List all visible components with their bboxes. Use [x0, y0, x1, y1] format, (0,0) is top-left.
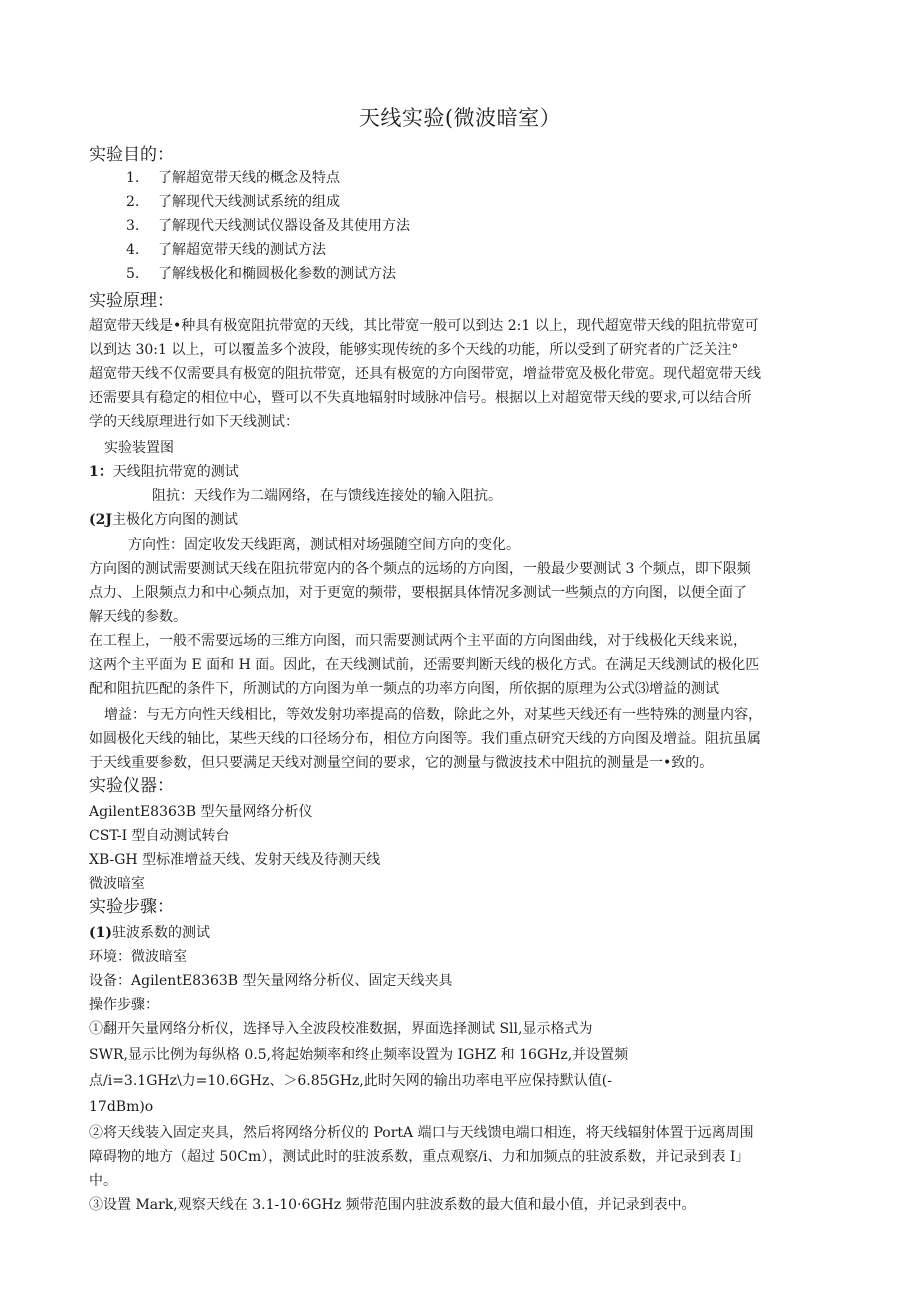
instrument-item: CST-I 型自动测试转台 — [89, 828, 230, 844]
paragraph-line: 增益：与无方向性天线相比，等效发射功率提高的倍数，除此之外，对某些天线还有一些特殊的测量内容， — [104, 707, 762, 723]
paragraph-line: 配和阻抗匹配的条件下，所测试的方向图为单一频点的功率方向图，所依据的原理为公式⑶增益的测试 — [89, 681, 719, 697]
paragraph-line: 方向图的测试需要测试天线在阻抗带宽内的各个频点的远场的方向图，一般最少要测试 3 个频点，即下限频 — [89, 561, 751, 577]
paragraph-line: 阻抗：天线作为二端网络，在与馈线连接处的输入阻抗。 — [152, 488, 502, 504]
section-title: 天线阻抗带宽的测试 — [112, 464, 239, 480]
list-item — [126, 190, 340, 214]
instrument-item: AgilentE8363B 型矢量网络分析仪 — [89, 804, 313, 820]
paragraph-line: 于天线重要参数，但只要满足天线对测量空间的要求，它的测量与微波技术中阻抗的测量是一•致的。 — [89, 755, 714, 771]
section-title: 主极化方向图的测试 — [112, 512, 238, 528]
list-number: 2. — [126, 194, 140, 210]
page-title: 天线实验(微波暗室） — [358, 106, 562, 130]
instrument-item: XB-GH 型标准增益天线、发射天线及待测天线 — [89, 852, 381, 868]
step-line: 障碍物的地方（超过 50Cm），测试此时的驻波系数，重点观察/i、力和加频点的驻波系数，并记录到表 I」 — [89, 1149, 750, 1165]
section-number: 1： — [89, 464, 113, 480]
paragraph-line: 在工程上，一般不需要远场的三维方向图，而只需要测试两个主平面的方向图曲线，对于线极化天线来说， — [89, 633, 747, 649]
principle-heading: 实验原理： — [89, 291, 174, 311]
list-text: 了解超宽带天线的概念及特点 — [158, 170, 340, 186]
section-heading — [89, 460, 239, 484]
paragraph-line: 解天线的参数。 — [89, 609, 187, 625]
section-number: (2J — [89, 512, 112, 528]
instruments-heading: 实验仪器： — [89, 776, 174, 796]
section-heading — [89, 921, 210, 945]
step-line: 中。 — [89, 1173, 117, 1189]
paragraph-line: 方向性：固定收发天线距离，测试相对场强随空间方向的变化。 — [128, 537, 520, 553]
paragraph-line: 点力、上限频点力和中心频点加，对于更宽的频带，要根据具体情况多测试一些频点的方向图，以便全面了 — [89, 585, 747, 601]
paragraph-line: 学的天线原理进行如下天线测试： — [89, 414, 299, 430]
list-number: 4. — [126, 242, 140, 258]
list-item — [126, 214, 410, 238]
list-item — [126, 238, 326, 262]
purpose-heading: 实验目的： — [89, 145, 174, 165]
paragraph-line: 如圆极化天线的轴比，某些天线的口径场分布，相位方向图等。我们重点研究天线的方向图及增益。阻抗虽属 — [89, 731, 761, 747]
step-line: ②将天线装入固定夹具，然后将网络分析仪的 PortA 端口与天线馈电端口相连，将天线辐射体置于远离周围 — [89, 1125, 754, 1141]
list-number: 5. — [126, 266, 140, 282]
paragraph-line: 这两个主平面为 E 面和 H 面。因此，在天线测试前，还需要判断天线的极化方式。在满足天线测试的极化匹 — [89, 657, 760, 673]
paragraph-line: 设备：AgilentE8363B 型矢量网络分析仪、固定天线夹具 — [89, 973, 453, 989]
paragraph-line: 以到达 30:1 以上，可以覆盖多个波段，能够实现传统的多个天线的功能，所以受到了研究者的广泛关注° — [89, 342, 739, 358]
section-number: (1) — [89, 925, 112, 941]
step-line: 点/i=3.1GHz\力=10.6GHz、＞6.85GHz,此时矢网的输出功率电平应保持默认值(- — [89, 1073, 612, 1089]
paragraph-line: 操作步骤： — [89, 997, 159, 1013]
paragraph-line: 超宽带天线不仅需要具有极宽的阻抗带宽，还具有极宽的方向图带宽，增益带宽及极化带宽。现代超宽带天线 — [89, 366, 761, 382]
paragraph-line: 环境：微波暗室 — [89, 949, 187, 965]
instrument-item: 微波暗室 — [89, 876, 145, 892]
list-item — [126, 166, 340, 190]
step-line: 17dBm)o — [89, 1099, 154, 1115]
list-text: 了解现代天线测试仪器设备及其使用方法 — [158, 218, 410, 234]
steps-heading: 实验步骤： — [89, 897, 174, 917]
step-line: ①翻开矢量网络分析仪，选择导入全波段校准数据，界面选择测试 Sll,显示格式为 — [89, 1021, 593, 1037]
section-heading — [89, 508, 238, 532]
paragraph-line: 超宽带天线是•种具有极宽阻抗带宽的天线，其比带宽一般可以到达 2:1 以上，现代超宽带天线的阻抗带宽可 — [89, 318, 759, 334]
step-line: SWR,显示比例为每纵格 0.5,将起始频率和终止频率设置为 IGHZ 和 16GHz,并设置频 — [89, 1047, 629, 1063]
list-text: 了解线极化和椭圆极化参数的测试方法 — [158, 266, 396, 282]
list-number: 3. — [126, 218, 140, 234]
section-title: 驻波系数的测试 — [112, 925, 210, 941]
step-line: ③设置 Mark,观察天线在 3.1-10·6GHz 频带范围内驻波系数的最大值和最小值，并记录到表中。 — [89, 1197, 696, 1213]
list-text: 了解超宽带天线的测试方法 — [158, 242, 326, 258]
list-item — [126, 262, 396, 286]
list-number: 1. — [126, 170, 140, 186]
setup-figure-label: 实验装置图 — [104, 440, 174, 456]
list-text: 了解现代天线测试系统的组成 — [158, 194, 340, 210]
paragraph-line: 还需要具有稳定的相位中心，暨可以不失真地辐射时域脉冲信号。根据以上对超宽带天线的要求,可以结合所 — [89, 390, 752, 406]
